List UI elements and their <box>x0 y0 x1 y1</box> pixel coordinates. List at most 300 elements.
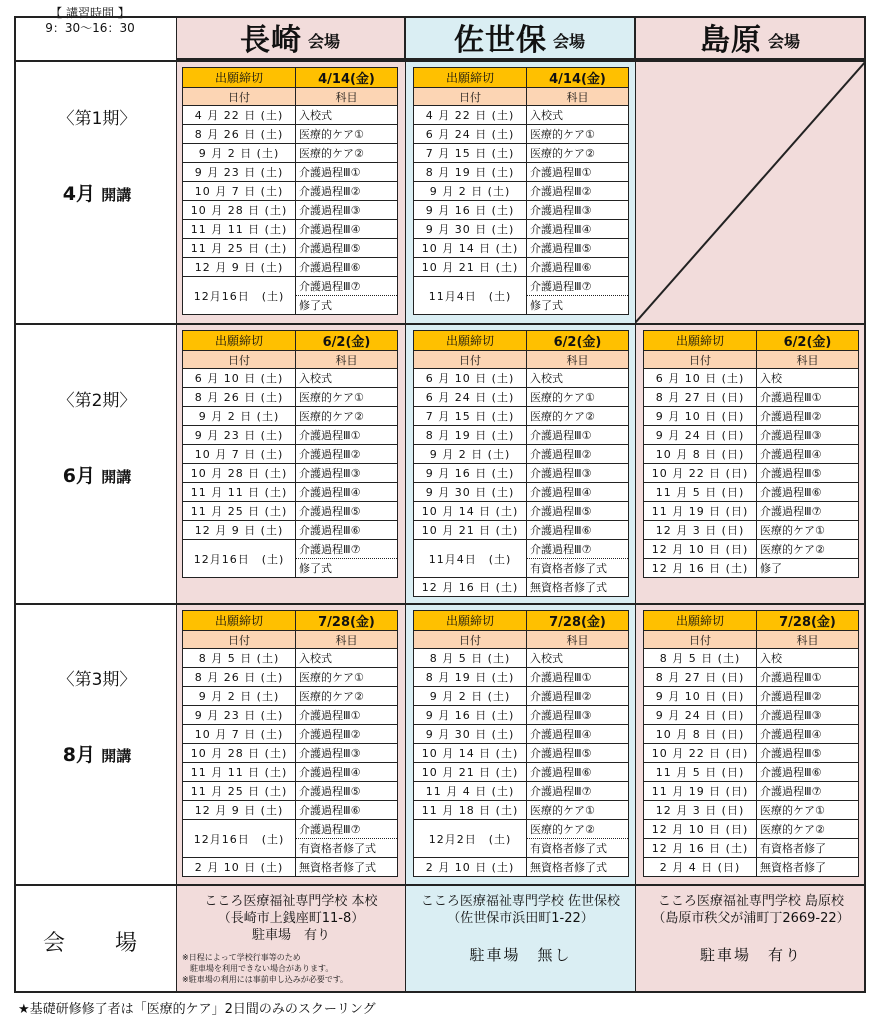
session-subject: 介護過程Ⅲ⑥ <box>530 261 592 274</box>
subject-line: 修了式 <box>299 299 332 312</box>
session-date: 12 月 10 日 (日) <box>644 540 757 558</box>
subject-line: 医療的ケア② <box>527 820 628 839</box>
date-header: 日付 <box>644 351 757 368</box>
table-row <box>414 464 628 483</box>
session-subject: 介護過程Ⅲ⑥ <box>760 766 822 779</box>
session-subject: 医療的ケア① <box>530 391 595 404</box>
table-row <box>644 445 858 464</box>
subject-header: 科目 <box>335 353 358 367</box>
session-subject: 介護過程Ⅲ④ <box>760 448 822 461</box>
school-name: こころ医療福祉専門学校 本校 <box>204 894 378 909</box>
table-row <box>183 763 397 782</box>
session-subject: 介護過程Ⅲ③ <box>299 204 361 217</box>
session-subject: 介護過程Ⅲ⑤ <box>530 505 592 518</box>
school-address: （佐世保市浜田町1-22） <box>447 911 594 926</box>
session-date: 10 月 22 日 (日) <box>644 744 757 762</box>
session-date: 8 月 19 日 (土) <box>414 668 527 686</box>
session-subject: 介護過程Ⅲ⑤ <box>299 785 361 798</box>
venue-suffix: 会場 <box>307 31 340 51</box>
deadline-row <box>183 611 397 631</box>
session-subject: 医療的ケア① <box>530 804 595 817</box>
session-date: 8 月 26 日 (土) <box>183 125 296 143</box>
session-date: 8 月 5 日 (土) <box>644 649 757 667</box>
table-row <box>414 163 628 182</box>
table-header <box>183 88 397 106</box>
subject-header: 科目 <box>335 90 358 104</box>
school-address: （島原市秩父が浦町丁2669-22） <box>652 911 850 926</box>
deadline-label: 出願締切 <box>183 611 296 630</box>
session-date: 11月4日 (土) <box>414 277 527 314</box>
table-row <box>183 820 397 858</box>
table-row <box>183 744 397 763</box>
deadline-label: 出願締切 <box>414 611 527 630</box>
session-subject: 有資格者修了 <box>760 842 826 855</box>
parking-info: 駐車場 有り <box>251 928 330 943</box>
session-subject: 介護過程Ⅲ⑤ <box>760 747 822 760</box>
parking-note: ※日程によって学校行事等のため <box>182 953 301 962</box>
session-subject: 介護過程Ⅲ④ <box>299 766 361 779</box>
session-date: 9 月 2 日 (土) <box>414 687 527 705</box>
session-subject: 入校式 <box>299 109 332 122</box>
subject-header: 科目 <box>566 90 589 104</box>
session-date: 8 月 26 日 (土) <box>183 668 296 686</box>
table-row <box>414 445 628 464</box>
session-subject: 介護過程Ⅲ② <box>760 690 822 703</box>
row-divider <box>14 603 866 605</box>
table-row <box>414 426 628 445</box>
session-subject: 介護過程Ⅲ③ <box>299 467 361 480</box>
session-subject: 医療的ケア② <box>299 147 364 160</box>
table-row <box>414 220 628 239</box>
session-subject <box>296 820 397 857</box>
session-subject: 介護過程Ⅲ⑥ <box>299 261 361 274</box>
period-month: 8月 <box>62 744 95 766</box>
session-subject: 介護過程Ⅲ③ <box>760 709 822 722</box>
table-header <box>183 351 397 369</box>
subject-line: 有資格者修了式 <box>299 842 376 855</box>
deadline-row <box>414 611 628 631</box>
subject-line: 介護過程Ⅲ⑦ <box>296 820 397 839</box>
table-row <box>414 258 628 277</box>
table-header <box>414 351 628 369</box>
session-date: 12 月 16 日 (土) <box>644 559 757 577</box>
session-date: 10 月 28 日 (土) <box>183 464 296 482</box>
session-date: 11 月 5 日 (日) <box>644 763 757 781</box>
table-row <box>183 445 397 464</box>
session-date: 10 月 21 日 (土) <box>414 763 527 781</box>
session-date: 8 月 27 日 (日) <box>644 388 757 406</box>
session-date: 11 月 11 日 (土) <box>183 763 296 781</box>
header-sasebo <box>405 16 635 60</box>
session-date: 10 月 8 日 (日) <box>644 445 757 463</box>
session-subject: 無資格者修了式 <box>299 861 376 874</box>
session-subject: 入校 <box>760 372 782 385</box>
table-row <box>414 106 628 125</box>
table-row <box>183 407 397 426</box>
header-nagasaki <box>176 16 405 60</box>
table-row <box>183 540 397 577</box>
session-subject: 医療的ケア② <box>530 147 595 160</box>
session-subject: 介護過程Ⅲ⑤ <box>299 505 361 518</box>
subject-header: 科目 <box>566 353 589 367</box>
venue-suffix: 会場 <box>767 31 800 51</box>
session-date: 12月16日 (土) <box>183 277 296 314</box>
period-name: 〈第3期〉 <box>57 670 137 690</box>
session-date: 9 月 23 日 (土) <box>183 706 296 724</box>
date-header: 日付 <box>644 631 757 648</box>
session-date: 9 月 2 日 (土) <box>183 407 296 425</box>
table-row <box>644 388 858 407</box>
subject-line: 有資格者修了式 <box>530 562 607 575</box>
schedule-table <box>413 67 629 315</box>
session-subject: 介護過程Ⅲ① <box>299 429 361 442</box>
session-date: 11 月 18 日 (土) <box>414 801 527 819</box>
session-date: 6 月 24 日 (土) <box>414 125 527 143</box>
table-row <box>644 839 858 858</box>
table-row <box>183 163 397 182</box>
session-date: 12 月 9 日 (土) <box>183 801 296 819</box>
session-subject: 介護過程Ⅲ④ <box>299 486 361 499</box>
subject-line: 修了式 <box>530 299 563 312</box>
lecture-hours-time: 9：30〜16：30 <box>45 21 135 35</box>
subject-header: 科目 <box>566 633 589 647</box>
session-subject: 入校式 <box>299 372 332 385</box>
table-row <box>414 239 628 258</box>
session-subject: 介護過程Ⅲ⑦ <box>760 785 822 798</box>
session-date: 10 月 14 日 (土) <box>414 744 527 762</box>
session-date: 6 月 10 日 (土) <box>644 369 757 387</box>
table-row <box>183 706 397 725</box>
table-row <box>414 649 628 668</box>
table-row <box>644 502 858 521</box>
schedule-table <box>182 67 398 315</box>
session-subject <box>296 540 397 577</box>
table-row <box>183 725 397 744</box>
session-subject: 入校式 <box>530 372 563 385</box>
table-row <box>414 706 628 725</box>
session-subject: 介護過程Ⅲ① <box>299 166 361 179</box>
table-row <box>644 763 858 782</box>
parking-notes <box>178 952 404 985</box>
table-row <box>183 464 397 483</box>
table-row <box>183 483 397 502</box>
session-date: 2 月 10 日 (土) <box>414 858 527 876</box>
period-1-label <box>16 104 178 206</box>
session-subject <box>527 277 628 314</box>
session-date: 9 月 2 日 (土) <box>183 144 296 162</box>
table-row <box>644 725 858 744</box>
session-subject: 入校式 <box>299 652 332 665</box>
session-date: 10 月 7 日 (土) <box>183 182 296 200</box>
schedule-table <box>643 610 859 877</box>
session-subject: 医療的ケア② <box>299 410 364 423</box>
schedule-table <box>643 330 859 578</box>
footer-note: ★基礎研修修了者は「医療的ケア」2日間のみのスクーリング <box>18 1002 376 1017</box>
session-subject: 介護過程Ⅲ① <box>299 709 361 722</box>
period-month: 6月 <box>62 465 95 487</box>
session-date: 9 月 30 日 (土) <box>414 220 527 238</box>
table-row <box>414 763 628 782</box>
table-row <box>183 687 397 706</box>
parking-note: ※駐車場の利用には事前申し込みが必要です。 <box>182 975 349 984</box>
table-row <box>414 801 628 820</box>
subject-line: 介護過程Ⅲ⑦ <box>296 277 397 296</box>
deadline-date: 6/2(金) <box>322 335 371 350</box>
date-header: 日付 <box>183 631 296 648</box>
period-open-text: 開講 <box>101 186 132 204</box>
subject-header: 科目 <box>796 633 819 647</box>
table-row <box>183 649 397 668</box>
table-row <box>414 483 628 502</box>
session-subject: 介護過程Ⅲ② <box>760 410 822 423</box>
table-row <box>644 820 858 839</box>
session-subject: 介護過程Ⅲ⑦ <box>760 505 822 518</box>
table-row <box>414 540 628 578</box>
deadline-row <box>644 611 858 631</box>
table-row <box>183 144 397 163</box>
date-header: 日付 <box>414 351 527 368</box>
period-open <box>16 461 178 488</box>
subject-line: 修了式 <box>299 562 332 575</box>
table-row <box>644 801 858 820</box>
deadline-row <box>414 68 628 88</box>
session-subject: 医療的ケア① <box>760 804 825 817</box>
date-header: 日付 <box>414 631 527 648</box>
table-row <box>414 182 628 201</box>
date-header: 日付 <box>414 88 527 105</box>
session-date: 9 月 2 日 (土) <box>183 687 296 705</box>
venue-nagasaki <box>178 893 404 985</box>
session-subject <box>527 820 628 857</box>
session-subject: 介護過程Ⅲ④ <box>530 486 592 499</box>
session-date: 10 月 21 日 (土) <box>414 258 527 276</box>
period-open <box>16 740 178 767</box>
table-row <box>183 858 397 876</box>
session-date: 11月4日 (土) <box>414 540 527 577</box>
session-subject: 介護過程Ⅲ⑤ <box>530 242 592 255</box>
table-row <box>644 559 858 577</box>
session-subject: 無資格者修了式 <box>530 861 607 874</box>
school-address: （長崎市上銭座町11-8） <box>217 911 365 926</box>
session-date: 11 月 11 日 (土) <box>183 220 296 238</box>
session-subject: 医療的ケア① <box>299 671 364 684</box>
session-subject: 介護過程Ⅲ② <box>299 728 361 741</box>
table-row <box>183 277 397 314</box>
table-row <box>644 744 858 763</box>
row-divider <box>14 884 866 886</box>
session-date: 4 月 22 日 (土) <box>183 106 296 124</box>
session-subject: 介護過程Ⅲ② <box>299 448 361 461</box>
table-row <box>644 540 858 559</box>
session-date: 9 月 23 日 (土) <box>183 426 296 444</box>
session-subject: 介護過程Ⅲ② <box>530 690 592 703</box>
session-subject: 介護過程Ⅲ③ <box>530 204 592 217</box>
city-name: 佐世保 <box>453 23 547 58</box>
session-subject: 介護過程Ⅲ④ <box>760 728 822 741</box>
session-date: 11 月 25 日 (土) <box>183 782 296 800</box>
table-row <box>414 858 628 876</box>
session-date: 2 月 4 日 (日) <box>644 858 757 876</box>
session-subject: 医療的ケア② <box>760 543 825 556</box>
period-name: 〈第1期〉 <box>57 109 137 129</box>
session-date: 8 月 27 日 (日) <box>644 668 757 686</box>
session-date: 8 月 26 日 (土) <box>183 388 296 406</box>
session-date: 11 月 4 日 (土) <box>414 782 527 800</box>
schedule-table <box>413 330 629 597</box>
session-date: 9 月 10 日 (日) <box>644 687 757 705</box>
table-row <box>414 668 628 687</box>
session-subject: 介護過程Ⅲ⑥ <box>299 524 361 537</box>
session-subject: 介護過程Ⅲ⑥ <box>299 804 361 817</box>
session-subject: 医療的ケア① <box>299 128 364 141</box>
table-row <box>644 649 858 668</box>
deadline-date: 6/2(金) <box>783 335 832 350</box>
session-subject: 介護過程Ⅲ⑤ <box>760 467 822 480</box>
table-row <box>414 502 628 521</box>
session-date: 4 月 22 日 (土) <box>414 106 527 124</box>
deadline-row <box>183 68 397 88</box>
session-date: 6 月 10 日 (土) <box>414 369 527 387</box>
table-row <box>644 668 858 687</box>
session-subject: 介護過程Ⅲ③ <box>530 709 592 722</box>
session-date: 8 月 19 日 (土) <box>414 163 527 181</box>
session-date: 10 月 22 日 (日) <box>644 464 757 482</box>
period-2-label <box>16 386 178 488</box>
session-date: 12月16日 (土) <box>183 540 296 577</box>
table-row <box>644 858 858 876</box>
session-date: 11 月 25 日 (土) <box>183 239 296 257</box>
table-row <box>183 668 397 687</box>
table-row <box>644 369 858 388</box>
subject-line: 有資格者修了式 <box>530 842 607 855</box>
session-date: 11 月 19 日 (日) <box>644 782 757 800</box>
session-date: 12月2日 (土) <box>414 820 527 857</box>
period-open-text: 開講 <box>101 468 132 486</box>
session-date: 12 月 3 日 (日) <box>644 521 757 539</box>
deadline-row <box>414 331 628 351</box>
table-row <box>414 125 628 144</box>
deadline-label: 出願締切 <box>414 68 527 87</box>
session-subject: 介護過程Ⅲ① <box>760 671 822 684</box>
session-subject: 入校 <box>760 652 782 665</box>
session-subject: 無資格者修了式 <box>530 581 607 594</box>
session-date: 11 月 25 日 (土) <box>183 502 296 520</box>
schedule-table <box>182 330 398 578</box>
session-date: 9 月 16 日 (土) <box>414 706 527 724</box>
session-subject: 介護過程Ⅲ④ <box>530 223 592 236</box>
session-date: 10 月 28 日 (土) <box>183 201 296 219</box>
table-row <box>414 369 628 388</box>
table-header <box>183 631 397 649</box>
session-date: 10 月 14 日 (土) <box>414 502 527 520</box>
table-row <box>644 706 858 725</box>
parking-info: 駐車場 有り <box>699 946 802 964</box>
session-date: 11 月 11 日 (土) <box>183 483 296 501</box>
table-row <box>414 144 628 163</box>
session-date: 2 月 10 日 (土) <box>183 858 296 876</box>
deadline-date: 7/28(金) <box>318 615 375 630</box>
school-name: こころ医療福祉専門学校 島原校 <box>657 894 845 909</box>
session-subject: 介護過程Ⅲ② <box>299 185 361 198</box>
venue-sasebo <box>407 893 634 964</box>
session-subject: 介護過程Ⅲ⑤ <box>299 242 361 255</box>
subject-header: 科目 <box>796 353 819 367</box>
subject-line: 介護過程Ⅲ⑦ <box>527 540 628 559</box>
session-date: 10 月 7 日 (土) <box>183 445 296 463</box>
session-subject <box>527 540 628 577</box>
deadline-date: 6/2(金) <box>553 335 602 350</box>
schedule-table <box>182 610 398 877</box>
session-date: 9 月 10 日 (日) <box>644 407 757 425</box>
table-row <box>183 258 397 277</box>
table-row <box>414 744 628 763</box>
deadline-label: 出願締切 <box>644 331 757 350</box>
session-subject: 介護過程Ⅲ⑦ <box>530 785 592 798</box>
session-subject: 医療的ケア① <box>530 128 595 141</box>
table-row <box>644 483 858 502</box>
session-date: 8 月 19 日 (土) <box>414 426 527 444</box>
table-row <box>183 801 397 820</box>
deadline-date: 4/14(金) <box>549 72 606 87</box>
table-row <box>183 220 397 239</box>
period-name: 〈第2期〉 <box>57 391 137 411</box>
school-name: こころ医療福祉専門学校 佐世保校 <box>420 894 621 909</box>
table-row <box>414 725 628 744</box>
session-subject: 介護過程Ⅲ① <box>760 391 822 404</box>
session-subject: 介護過程Ⅲ⑥ <box>760 486 822 499</box>
deadline-date: 4/14(金) <box>318 72 375 87</box>
venue-shimabara <box>637 893 865 964</box>
table-header <box>414 631 628 649</box>
table-header <box>414 88 628 106</box>
table-row <box>414 388 628 407</box>
table-row <box>644 426 858 445</box>
table-header <box>644 631 858 649</box>
session-subject: 医療的ケア② <box>299 690 364 703</box>
session-subject: 介護過程Ⅲ② <box>530 448 592 461</box>
subject-header: 科目 <box>335 633 358 647</box>
session-date: 10 月 21 日 (土) <box>414 521 527 539</box>
parking-note: 駐車場を利用できない場合があります。 <box>182 964 334 973</box>
schedule-table <box>413 610 629 877</box>
session-subject: 介護過程Ⅲ⑤ <box>530 747 592 760</box>
session-subject: 入校式 <box>530 652 563 665</box>
not-held-diagonal <box>635 61 866 323</box>
session-date: 12月16日 (土) <box>183 820 296 857</box>
session-subject: 医療的ケア② <box>760 823 825 836</box>
table-row <box>183 106 397 125</box>
session-date: 9 月 23 日 (土) <box>183 163 296 181</box>
table-row <box>414 782 628 801</box>
deadline-label: 出願締切 <box>183 68 296 87</box>
session-date: 10 月 28 日 (土) <box>183 744 296 762</box>
session-date: 12 月 16 日 (土) <box>644 839 757 857</box>
parking-info: 駐車場 無し <box>469 946 572 964</box>
session-date: 8 月 5 日 (土) <box>183 649 296 667</box>
table-header <box>644 351 858 369</box>
session-date: 10 月 7 日 (土) <box>183 725 296 743</box>
session-subject: 介護過程Ⅲ⑥ <box>530 766 592 779</box>
venue-row-label: 会 場 <box>42 931 151 956</box>
session-subject: 介護過程Ⅲ① <box>530 429 592 442</box>
table-row <box>414 521 628 540</box>
period-open-text: 開講 <box>101 747 132 765</box>
table-row <box>644 782 858 801</box>
table-row <box>183 782 397 801</box>
deadline-date: 7/28(金) <box>549 615 606 630</box>
table-row <box>644 407 858 426</box>
date-header: 日付 <box>183 88 296 105</box>
